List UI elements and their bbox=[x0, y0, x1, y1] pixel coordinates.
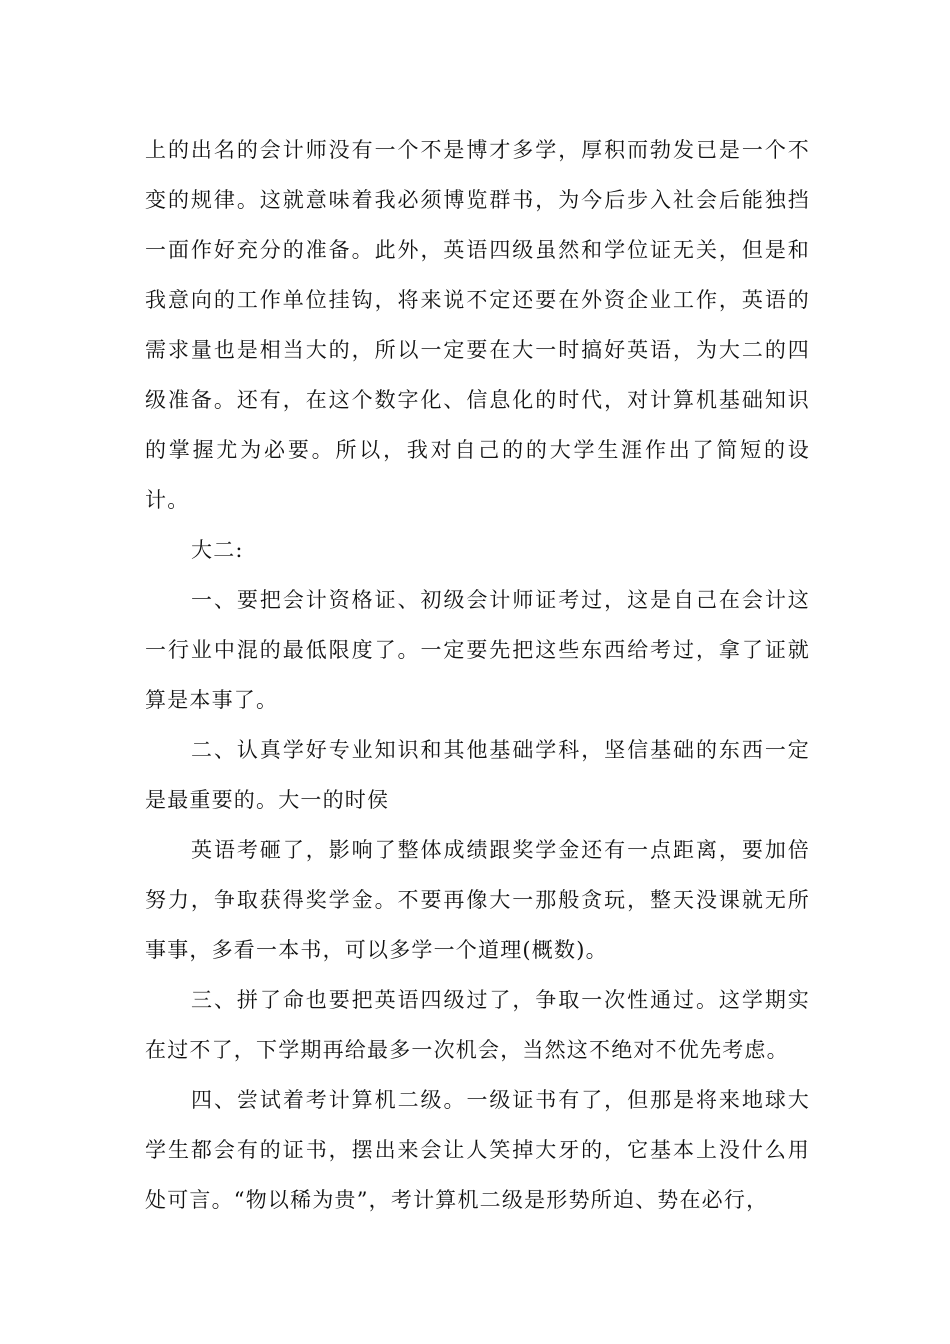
paragraph-7: 四、尝试着考计算机二级。一级证书有了，但那是将来地球大学生都会有的证书，摆出来会让人笑掉大牙的，它基本上没什么用处可言。“物以稀为贵”，考计算机二级是形势所迫、势在必行， bbox=[145, 1088, 810, 1212]
document-body bbox=[145, 125, 810, 1225]
paragraph-4: 二、认真学好专业知识和其他基础学科，坚信基础的东西一定是最重要的。大一的时侯 bbox=[145, 738, 810, 812]
paragraph-3: 一、要把会计资格证、初级会计师证考过，这是自己在会计这一行业中混的最低限度了。一定要先把这些东西给考过，拿了证就算是本事了。 bbox=[145, 588, 810, 712]
paragraph-5: 英语考砸了，影响了整体成绩跟奖学金还有一点距离，要加倍努力，争取获得奖学金。不要再像大一那般贪玩，整天没课就无所事事，多看一本书，可以多学一个道理(概数)。 bbox=[145, 838, 810, 962]
paragraph-2-heading: 大二: bbox=[191, 538, 244, 562]
paragraph-6: 三、拼了命也要把英语四级过了，争取一次性通过。这学期实在过不了，下学期再给最多一次机会，当然这不绝对不优先考虑。 bbox=[145, 988, 810, 1062]
paragraph-1: 上的出名的会计师没有一个不是博才多学，厚积而勃发已是一个不变的规律。这就意味着我必须博览群书，为今后步入社会后能独挡一面作好充分的准备。此外，英语四级虽然和学位证无关，但是和我意向的工作单位挂钩，将来说不定还要在外资企业工作，英语的需求量也是相当大的，所以一定要在大一时搞好英语，为大二的四级准备。还有，在这个数字化、信息化的时代，对计算机基础知识的掌握尤为必要。所以，我对自己的的大学生涯作出了简短的设计。 bbox=[145, 138, 810, 512]
